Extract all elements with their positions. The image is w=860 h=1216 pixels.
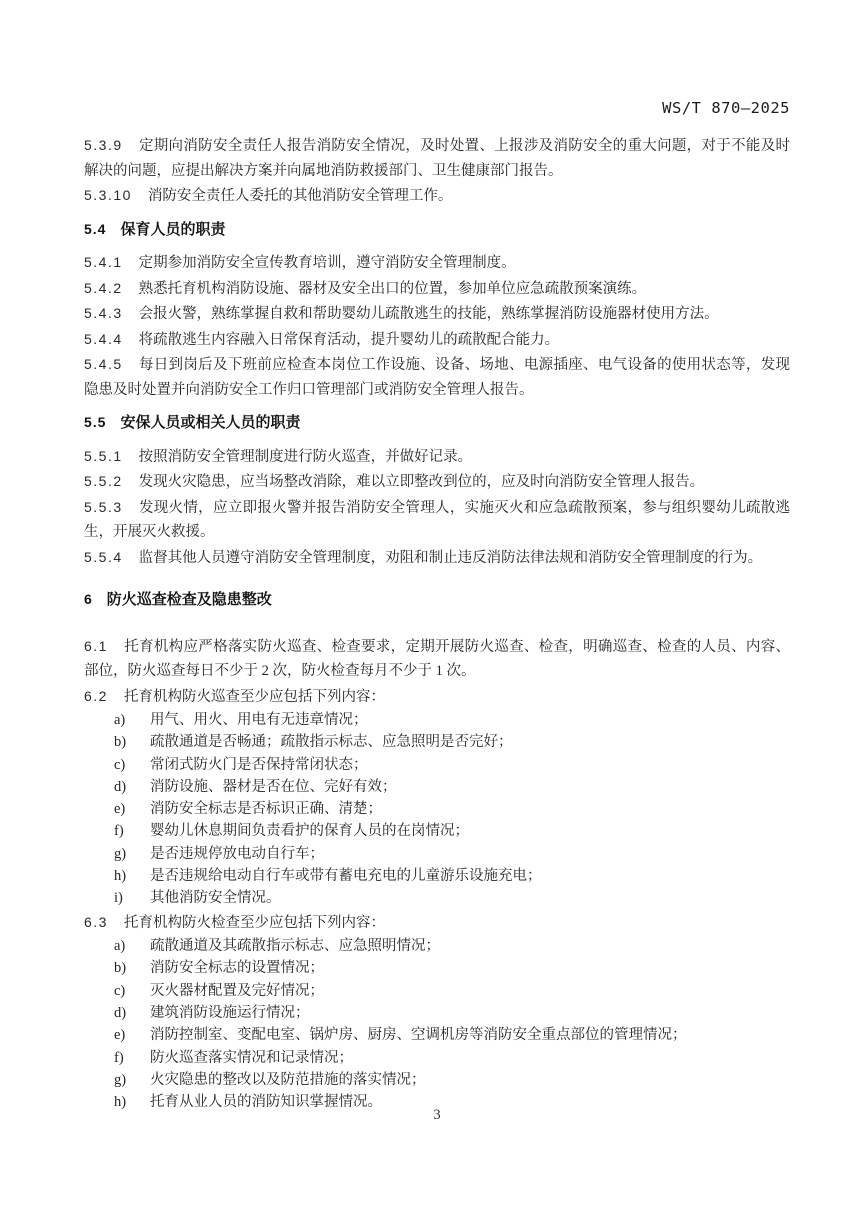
page-number: 3 [433,1107,441,1123]
clause-number: 5.3.10 [84,187,132,203]
clause-text: 按照消防安全管理制度进行防火巡查，并做好记录。 [138,448,473,465]
section-heading-6 [84,587,790,613]
list-item-marker: c) [114,756,126,773]
list-item-text: 常闭式防火门是否保持常闭状态； [150,756,368,773]
clause-paragraph-6-2 [84,684,790,710]
list-item-marker: b) [114,734,127,751]
page-footer [84,1106,790,1124]
clause-text: 消防安全责任人委托的其他消防安全管理工作。 [147,188,453,204]
list-item-text: 消防安全标志是否标识正确、清楚； [150,801,382,818]
list-item [84,754,790,776]
list-item-text: 托育从业人员的消防知识掌握情况。 [150,1094,382,1111]
clause-number: 6 [84,591,93,607]
list-item-text: 建筑消防设施运行情况； [150,1005,310,1022]
clause-text: 定期参加消防安全宣传教育培训，遵守消防安全管理制度。 [138,255,516,271]
clause-text: 将疏散逃生内容融入日常保育活动，提升婴幼儿的疏散配合能力。 [138,331,560,348]
list-item-marker: g) [114,845,127,862]
clause-paragraph-5-5-4 [84,545,790,571]
clause-number: 5.5.1 [84,447,123,464]
list-item-text: 是否违规停放电动自行车； [150,845,324,862]
list-item [84,731,790,753]
document-content [84,133,790,1114]
clause-text: 托育机构应严格落实防火巡查、检查要求，定期开展防火巡查、检查，明确巡查、检查的人员、内容、部位，防火巡查每日不少于 2 次，防火检查每月不少于 1 次。 [84,638,790,679]
clause-paragraph-5-4-4 [84,327,790,353]
clause-paragraph-5-5-2 [84,469,790,495]
list-item [84,865,790,887]
clause-paragraph-5-3-9 [84,133,790,183]
list-item-text: 其他消防安全情况。 [150,890,281,907]
list-item-marker: e) [114,1027,126,1044]
list-item [84,1024,790,1046]
clause-paragraph-5-5-3 [84,495,790,545]
clause-text: 发现火情，应立即报火警并报告消防安全管理人，实施灭火和应急疏散预案，参与组织婴幼儿疏散逃生，开展灭火救援。 [84,499,790,540]
clause-paragraph-5-4-5 [84,352,790,402]
list-item-marker: i) [114,890,123,907]
list-item [84,798,790,820]
list-item-marker: g) [114,1071,127,1088]
section-heading-5-4 [84,217,790,243]
clause-number: 5.4.1 [84,254,123,270]
list-item-marker: a) [114,712,126,728]
list-item [84,1069,790,1091]
heading-text: 防火巡查检查及隐患整改 [106,591,272,608]
list-item-marker: b) [114,960,127,977]
list-item-text: 疏散通道及其疏散指示标志、应急照明情况； [150,938,440,955]
list-item-marker: h) [114,868,127,885]
clause-list [84,709,790,910]
clause-list [84,935,790,1113]
clause-text: 会报火警，熟练掌握自救和帮助婴幼儿疏散逃生的技能，熟练掌握消防设施器材使用方法。 [138,306,719,322]
list-item [84,935,790,957]
clause-number: 6.2 [84,687,108,704]
heading-text: 安保人员或相关人员的职责 [120,414,301,431]
list-item-marker: d) [114,1005,127,1022]
clause-text: 托育机构防火检查至少应包括下列内容： [123,914,385,931]
list-item-marker: d) [114,778,127,795]
clause-text: 每日到岗后及下班前应检查本岗位工作设施、设备、场地、电源插座、电气设备的使用状态等，发现隐患及时处置并向消防安全工作归口管理部门或消防安全管理人报告。 [84,357,790,398]
list-item-text: 灭火器材配置及完好情况； [150,982,324,999]
list-item [84,1002,790,1024]
clause-number: 5.3.9 [84,137,123,153]
clause-number: 5.5.3 [84,498,123,515]
clause-text: 熟悉托育机构消防设施、器材及安全出口的位置，参加单位应急疏散预案演练。 [138,280,647,297]
clause-text: 发现火灾隐患，应当场整改消除，难以立即整改到位的，应及时向消防安全管理人报告。 [138,474,705,490]
list-item [84,1047,790,1069]
list-item-text: 婴幼儿休息期间负责看护的保育人员的在岗情况； [150,823,469,840]
list-item-marker: c) [114,982,126,999]
list-item [84,887,790,909]
clause-number: 5.5.2 [84,473,123,489]
clause-number: 5.4.5 [84,356,123,372]
list-item-text: 疏散通道是否畅通；疏散指示标志、应急照明是否完好； [150,734,513,751]
clause-number: 6.1 [84,637,108,654]
list-item-marker: f) [114,823,124,840]
list-item [84,957,790,979]
section-heading-5-5 [84,410,790,436]
heading-text: 保育人员的职责 [120,220,226,238]
clause-paragraph-5-4-3 [84,301,790,327]
list-item-text: 用气、用火、用电有无违章情况； [150,712,368,728]
clause-text: 监督其他人员遵守消防安全管理制度，劝阻和制止违反消防法律法规和消防安全管理制度的行为。 [138,549,763,566]
document-header [84,99,790,118]
clause-paragraph-5-5-1 [84,444,790,470]
clause-number: 6.3 [84,913,108,930]
clause-text: 定期向消防安全责任人报告消防安全情况，及时处置、上报涉及消防安全的重大问题，对于不能及时解决的问题，应提出解决方案并向属地消防救援部门、卫生健康部门报告。 [84,138,790,179]
clause-number: 5.5 [84,414,107,430]
clause-number: 5.4.3 [84,305,123,321]
list-item [84,980,790,1002]
clause-paragraph-6-3 [84,910,790,936]
clause-number: 5.4.4 [84,330,123,347]
list-item-text: 消防控制室、变配电室、锅炉房、厨房、空调机房等消防安全重点部位的管理情况； [150,1027,687,1044]
list-item-marker: f) [114,1049,124,1066]
list-item [84,709,790,731]
list-item-marker: a) [114,938,126,955]
list-item-text: 是否违规给电动自行车或带有蓄电充电的儿童游乐设施充电； [150,868,542,885]
list-item-text: 防火巡查落实情况和记录情况； [150,1049,353,1066]
clause-paragraph-5-3-10 [84,183,790,209]
list-item-marker: e) [114,801,126,818]
clause-paragraph-6-1 [84,634,790,684]
clause-text: 托育机构防火巡查至少应包括下列内容： [123,688,385,705]
list-item-text: 消防安全标志的设置情况； [150,960,324,977]
clause-paragraph-5-4-2 [84,276,790,302]
standard-code: WS/T 870—2025 [662,99,790,117]
clause-number: 5.5.4 [84,548,123,565]
list-item [84,776,790,798]
clause-number: 5.4 [84,220,107,237]
list-item [84,820,790,842]
list-item-text: 消防设施、器材是否在位、完好有效； [150,778,397,795]
clause-number: 5.4.2 [84,279,123,296]
list-item-marker: h) [114,1094,127,1111]
list-item-text: 火灾隐患的整改以及防范措施的落实情况； [150,1071,426,1088]
clause-paragraph-5-4-1 [84,250,790,276]
list-item [84,843,790,865]
